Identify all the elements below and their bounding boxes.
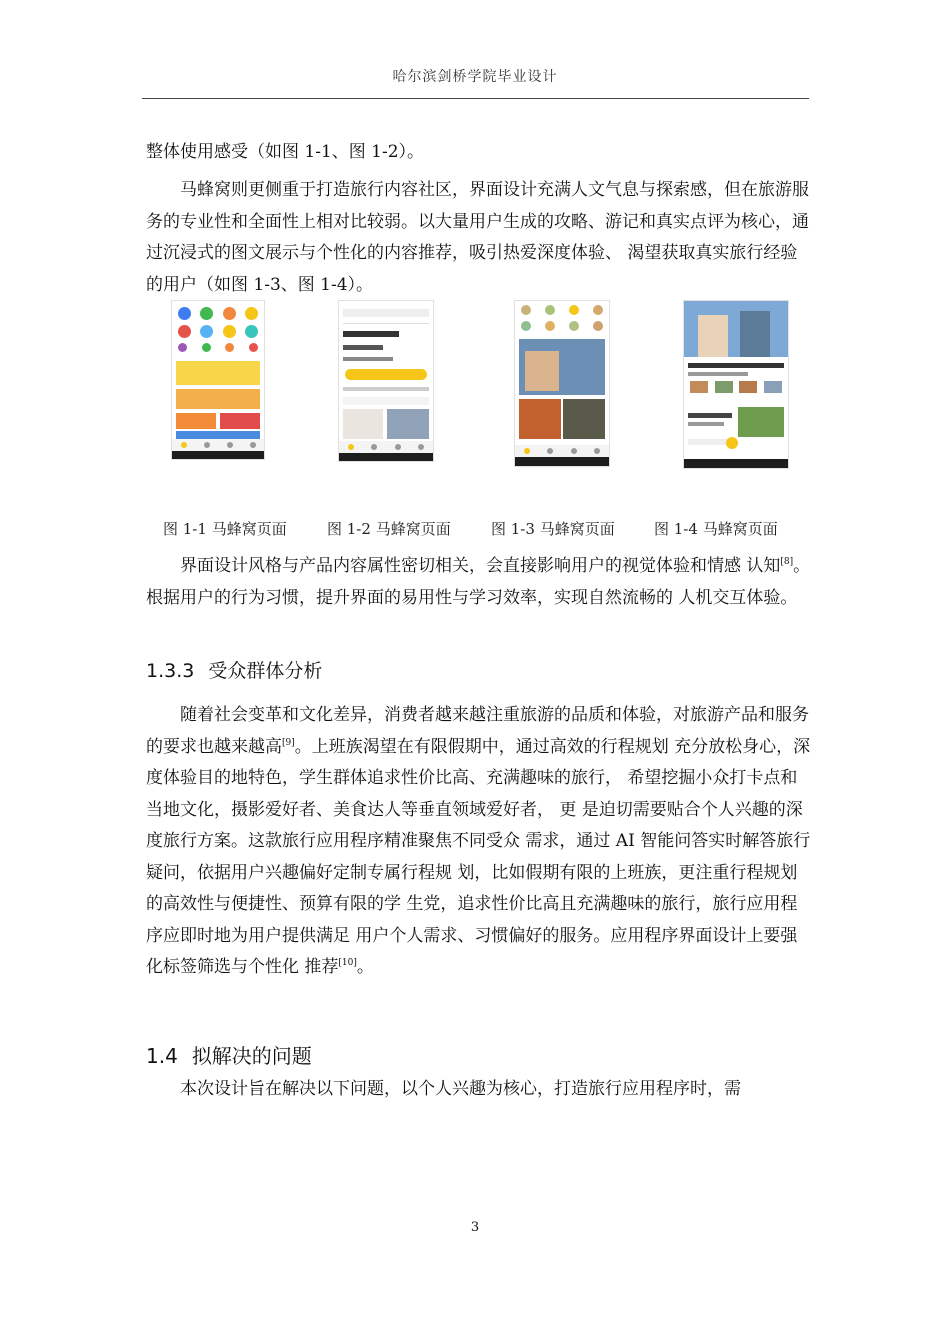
figure-1-2-screenshot (338, 300, 434, 462)
paragraph-3 (146, 551, 812, 614)
paragraph-2: 马蜂窝则更侧重于打造旅行内容社区，界面设计充满人文气息与探索感，但在旅游服务的专业性和全面性上相对比较弱。以大量用户生成的攻略、游记和真实点评为核心，通过沉浸式的图文展示与个性化的内容推荐，吸引热爱深度体验、 渴望获取真实旅行经验的用户（如图 1-3、图 1-4）。 (146, 180, 809, 295)
figure-1-2-caption: 图 1-2 马蜂窝页面 (327, 520, 451, 538)
paragraph-5: 本次设计旨在解决以下问题，以个人兴趣为核心，打造旅行应用程序时，需 (180, 1079, 741, 1099)
figure-1-1-caption: 图 1-1 马蜂窝页面 (163, 520, 287, 538)
paragraph-4-text-c: 。 (356, 957, 374, 977)
citation-9: [9] (282, 737, 295, 748)
figure-1-3-caption: 图 1-3 马蜂窝页面 (491, 520, 615, 538)
page-number: 3 (470, 1220, 480, 1235)
header-rule (142, 98, 809, 99)
section-title: 拟解决的问题 (191, 1044, 312, 1068)
paragraph-1: 整体使用感受（如图 1-1、图 1-2）。 (146, 142, 425, 162)
paragraph-3-text-b: 。根据用户的行为习惯，提升界面的易用性与学习效率，实现自然流畅的 人机交互体验。 (146, 556, 811, 608)
paragraph-3-text-a: 界面设计风格与产品内容属性密切相关，会直接影响用户的视觉体验和情感 认知 (180, 556, 781, 576)
paragraph-4-text-b: 。上班族渴望在有限假期中，通过高效的行程规划 充分放松身心，深度体验目的地特色，学生群体追求性价比高、充满趣味的旅行， 希望挖掘小众打卡点和当地文化，摄影爱好者、美食达人等垂直领域爱好者， 更 是迫切需要贴合个人兴趣的深度旅行方案。这款旅行应用程序精准聚焦不同受众 需求，通过 AI 智能问答实时解答旅行疑问，依据用户兴趣偏好定制专属行程规 划，比如假期有限的上班族，更注重行程规划的高效性与便捷性、预算有限的学 生党，追求性价比高且充满趣味的旅行，旅行应用程序应即时地为用户提供满足 用户个人需求、习惯偏好的服务。应用程序界面设计上要强化标签筛选与个性化 推荐 (146, 736, 811, 977)
citation-10: [10] (338, 958, 357, 968)
citation-8: [8] (780, 557, 794, 567)
section-heading-1-4 (146, 1040, 312, 1069)
page-header: 哈尔滨剑桥学院毕业设计 (392, 69, 558, 85)
section-title: 受众群体分析 (208, 660, 323, 682)
section-number: 1.3.3 (146, 660, 195, 682)
figure-1-4-caption: 图 1-4 马蜂窝页面 (654, 520, 778, 538)
paragraph-4-text-a: 随着社会变革和文化差异，消费者越来越注重旅游的品质和体验，对旅游产品和服务的要求也越来越高 (146, 705, 809, 757)
figure-1-1-screenshot (171, 300, 265, 460)
section-heading-1-3-3 (146, 656, 322, 683)
paragraph-4 (146, 700, 812, 984)
figure-1-3-screenshot (514, 300, 610, 467)
section-number: 1.4 (146, 1044, 178, 1068)
figure-1-4-screenshot (683, 300, 789, 469)
